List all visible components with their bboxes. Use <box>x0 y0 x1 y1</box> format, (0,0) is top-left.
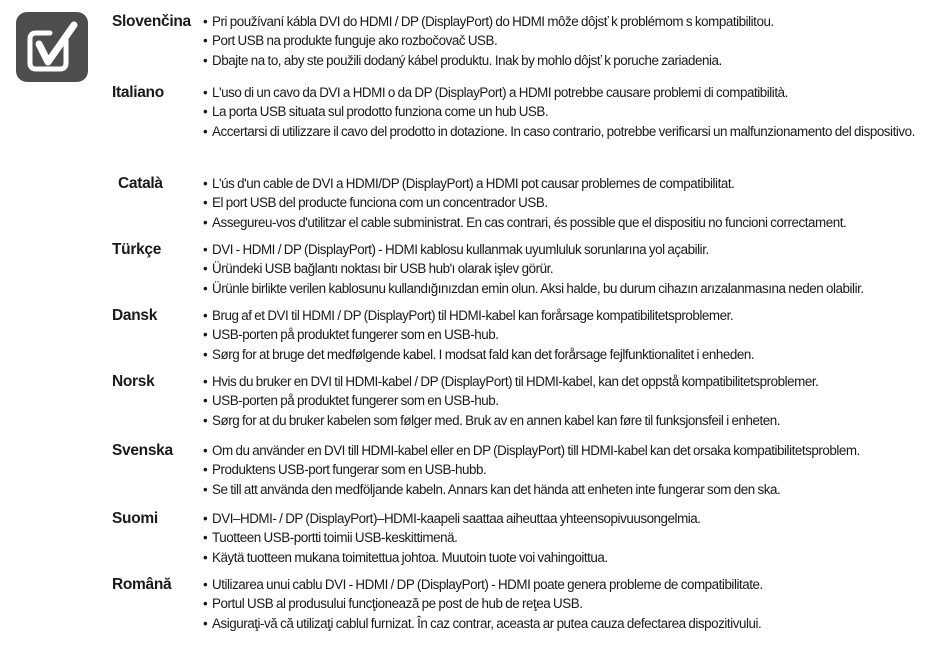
bullet-list <box>203 509 948 567</box>
bullet-list <box>203 372 948 430</box>
list-item: • Se till att använda den medföljande kabeln. Annars kan det hända att enheten inte fungerar som den ska. <box>203 480 948 499</box>
list-item: • Brug af et DVI til HDMI / DP (DisplayPort) til HDMI-kabel kan forårsage kompatibilitetsproblemer. <box>203 306 948 325</box>
list-item: • Dbajte na to, aby ste použili dodaný kábel produktu. Inak by mohlo dôjsť k poruche zariadenia. <box>203 51 948 70</box>
list-item: • Ürünle birlikte verilen kablosunu kullandığınızdan emin olun. Aksi halde, bu durum cihazın arızalanmasına neden olabilir. <box>203 279 948 298</box>
list-item: • Hvis du bruker en DVI til HDMI-kabel / DP (DisplayPort) til HDMI-kabel, kan det oppstå kompatibilitetsproblemer. <box>203 372 948 391</box>
language-heading: Slovenčina <box>112 13 191 30</box>
list-item: • USB-porten på produktet fungerer som en USB-hub. <box>203 391 948 410</box>
list-item: • Utilizarea unui cablu DVI - HDMI / DP (DisplayPort) - HDMI poate genera probleme de compatibilitate. <box>203 575 948 594</box>
checkmark-box-icon <box>16 12 88 82</box>
list-item: • Üründeki USB bağlantı noktası bir USB hub'ı olarak işlev görür. <box>203 259 948 278</box>
list-item: • Assegureu-vos d'utilitzar el cable subministrat. En cas contrari, és possible que el dispositiu no funcioni correctament. <box>203 213 948 232</box>
language-heading: Română <box>112 576 172 593</box>
list-item: • Sørg for at bruge det medfølgende kabel. I modsat fald kan det forårsage fejlfunktionalitet i enheden. <box>203 345 948 364</box>
bullet-list <box>203 83 925 141</box>
list-item: • Produktens USB-port fungerar som en USB-hubb. <box>203 460 948 479</box>
bullet-list <box>203 240 948 298</box>
language-heading: Svenska <box>112 442 173 459</box>
list-item: • Accertarsi di utilizzare il cavo del prodotto in dotazione. In caso contrario, potrebbe verificarsi un malfunzionamento del dispositivo. <box>203 122 925 141</box>
list-item: • El port USB del producte funciona com un concentrador USB. <box>203 193 948 212</box>
list-item: • DVI - HDMI / DP (DisplayPort) - HDMI kablosu kullanmak uyumluluk sorunlarına yol açabilir. <box>203 240 948 259</box>
language-heading: Italiano <box>112 84 164 101</box>
language-heading: Suomi <box>112 510 158 527</box>
language-heading: Türkçe <box>112 241 162 258</box>
bullet-list <box>203 575 948 633</box>
list-item: • L'uso di un cavo da DVI a HDMI o da DP (DisplayPort) a HDMI potrebbe causare problemi di compatibilità. <box>203 83 925 102</box>
list-item: • Portul USB al produsului funcţionează pe post de hub de reţea USB. <box>203 594 948 613</box>
list-item: • L'ús d'un cable de DVI a HDMI/DP (DisplayPort) a HDMI pot causar problemes de compatibilitat. <box>203 174 948 193</box>
list-item: • Tuotteen USB-portti toimii USB-keskittimenä. <box>203 528 948 547</box>
language-heading: Dansk <box>112 307 158 324</box>
list-item: • La porta USB situata sul prodotto funziona come un hub USB. <box>203 102 925 121</box>
bullet-list <box>203 441 948 499</box>
list-item: • Port USB na produkte funguje ako rozbočovač USB. <box>203 31 948 50</box>
language-heading: Norsk <box>112 373 155 390</box>
list-item: • DVI–HDMI- / DP (DisplayPort)–HDMI-kaapeli saattaa aiheuttaa yhteensopivuusongelmia. <box>203 509 948 528</box>
list-item: • Om du använder en DVI till HDMI-kabel eller en DP (DisplayPort) till HDMI-kabel kan det orsaka kompatibilitetsproblem. <box>203 441 948 460</box>
bullet-list <box>203 306 948 364</box>
bullet-list <box>203 12 948 70</box>
bullet-list <box>203 174 948 232</box>
language-heading: Català <box>118 175 163 192</box>
list-item: • Asiguraţi-vă că utilizaţi cablul furnizat. În caz contrar, aceasta ar putea cauza defectarea dispozitivului. <box>203 614 948 633</box>
list-item: • USB-porten på produktet fungerer som en USB-hub. <box>203 325 948 344</box>
list-item: • Käytä tuotteen mukana toimitettua johtoa. Muutoin tuote voi vahingoittua. <box>203 548 948 567</box>
list-item: • Sørg for at du bruker kabelen som følger med. Bruk av en annen kabel kan føre til funksjonsfeil i enheten. <box>203 411 948 430</box>
list-item: • Pri používaní kábla DVI do HDMI / DP (DisplayPort) do HDMI môže dôjsť k problémom s kompatibilitou. <box>203 12 948 31</box>
